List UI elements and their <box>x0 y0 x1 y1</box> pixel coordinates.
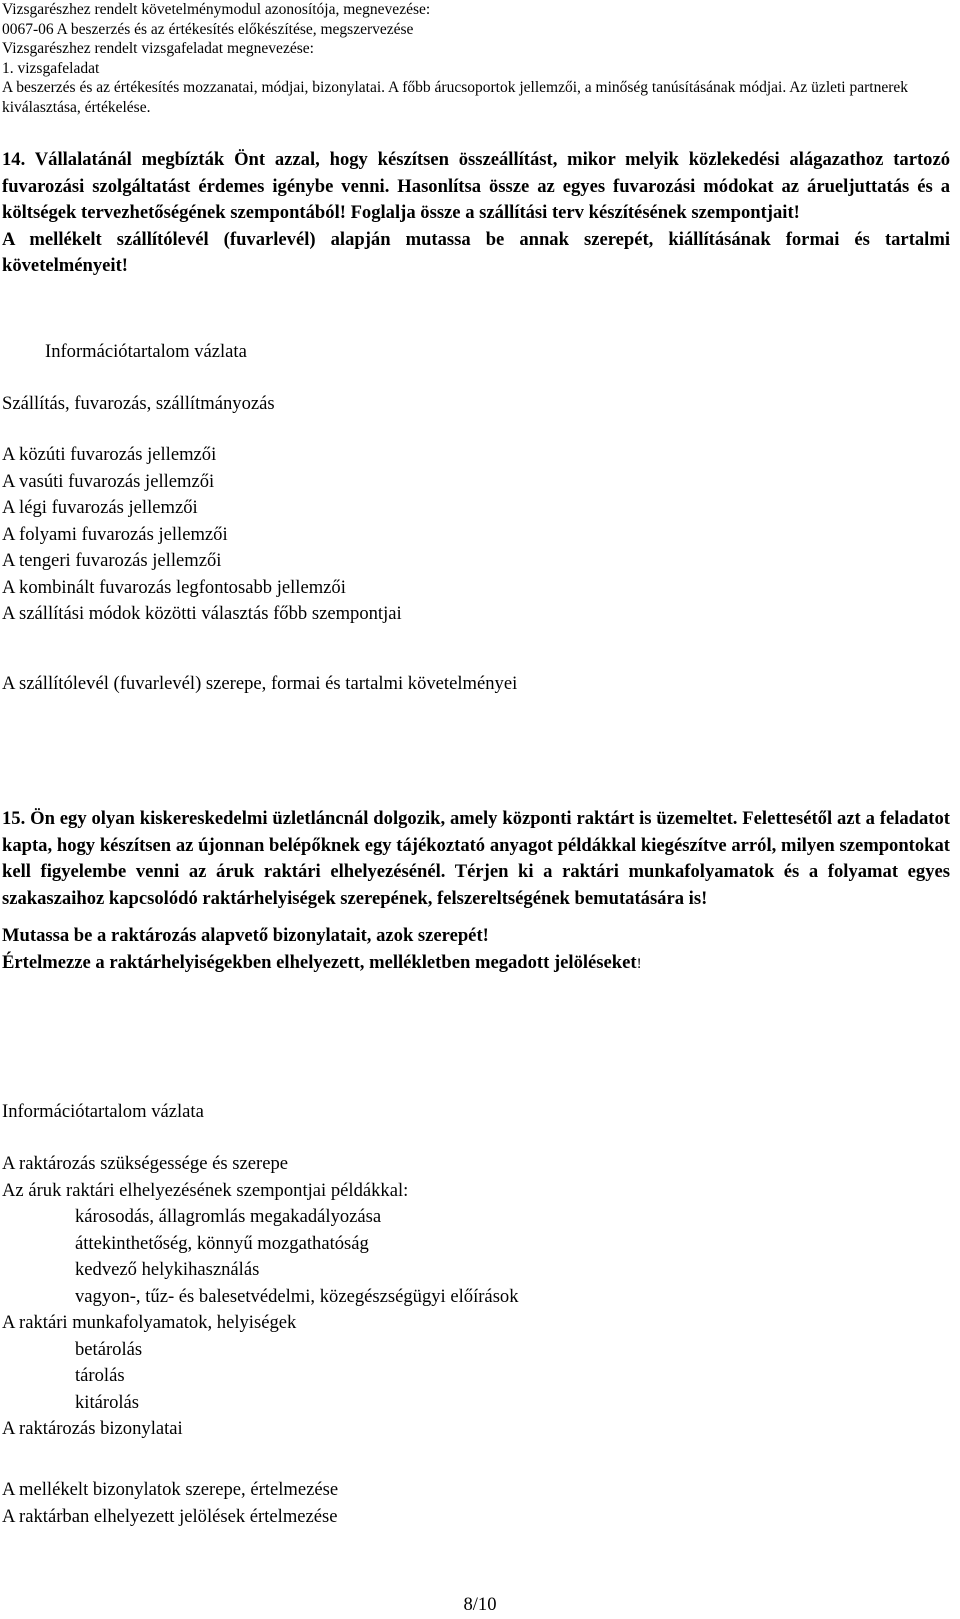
list-item: áttekinthetőség, könnyű mozgathatóság <box>75 1232 369 1254</box>
task-15-paragraph-1: 15. Ön egy olyan kiskereskedelmi üzletláncnál dolgozik, amely központi raktárt is üzemeltet. Felettesétől azt a feladatot kapta, hogy készítsen az újonnan belépőknek egy tájékoztató anyagot példákkal kiegészítve arról, milyen szempontokat kell figyelembe venni az áruk raktári elhelyezésénél. Térjen ki a raktári munkafolyamatok és a folyamat egyes szakaszaihoz kapcsolódó raktárhelyiségek szerepének, felszereltségének bemutatására is! <box>2 808 950 909</box>
task-15-paragraph-2: Mutassa be a raktározás alapvető bizonylatait, azok szerepét! <box>2 925 489 946</box>
task-14-outline-title: Információtartalom vázlata <box>45 341 247 362</box>
header-module-label: Vizsgarészhez rendelt követelménymodul azonosítója, megnevezése: <box>2 1 431 18</box>
list-item: A közúti fuvarozás jellemzői <box>2 444 217 465</box>
list-item: A kombinált fuvarozás legfontosabb jellemzői <box>2 576 346 598</box>
task-14-instructions <box>2 147 950 280</box>
header-task-description: A beszerzés és az értékesítés mozzanatai, módjai, bizonylatai. A főbb árucsoportok jellemzői, a minőség tanúsításának módjai. Az üzleti partnerek kiválasztása, értékelése. <box>2 79 909 116</box>
list-item: kedvező helykihasználás <box>75 1259 260 1280</box>
task-14-outline-list <box>2 442 402 628</box>
list-item: A szállítási módok közötti választás főbb szempontjai <box>2 603 402 624</box>
task-15-instructions <box>2 806 950 977</box>
list-item: A mellékelt bizonylatok szerepe, értelmezése <box>2 1479 339 1500</box>
list-item: betárolás <box>75 1338 143 1360</box>
list-item: A légi fuvarozás jellemzői <box>2 497 198 518</box>
list-item: vagyon-, tűz- és balesetvédelmi, közegészségügyi előírások <box>75 1285 519 1307</box>
list-item: Az áruk raktári elhelyezésének szempontjai példákkal: <box>2 1179 409 1201</box>
task-15-closing-list <box>2 1477 338 1530</box>
task-14-paragraph-2: A mellékelt szállítólevél (fuvarlevél) alapján mutassa be annak szerepét, kiállításának formai és tartalmi követelményeit! <box>2 228 950 276</box>
task-15-outline-title: Információtartalom vázlata <box>2 1101 204 1122</box>
list-item: A vasúti fuvarozás jellemzői <box>2 470 215 492</box>
header-task-label: Vizsgarészhez rendelt vizsgafeladat megnevezése: <box>2 40 314 58</box>
list-item: A raktározás szükségessége és szerepe <box>2 1153 289 1174</box>
page-number: 8/10 <box>463 1594 497 1615</box>
list-item: kitárolás <box>75 1391 140 1413</box>
page-header <box>2 0 952 118</box>
list-item: A raktárban elhelyezett jelölések értelmezése <box>2 1505 338 1527</box>
header-module-name: 0067-06 A beszerzés és az értékesítés előkészítése, megszervezése <box>2 20 414 38</box>
list-item: A tengeri fuvarozás jellemzői <box>2 550 222 571</box>
list-item: A raktári munkafolyamatok, helyiségek <box>2 1312 297 1333</box>
task-14-section-title: Szállítás, fuvarozás, szállítmányozás <box>2 393 275 414</box>
list-item: A raktározás bizonylatai <box>2 1418 183 1439</box>
list-item: A folyami fuvarozás jellemzői <box>2 523 228 545</box>
header-task-number: 1. vizsgafeladat <box>2 59 100 77</box>
list-item: károsodás, állagromlás megakadályozása <box>75 1206 382 1227</box>
task-14-closing-line: A szállítólevél (fuvarlevél) szerepe, formai és tartalmi követelményei <box>2 673 518 694</box>
task-15-paragraph-3: Értelmezze a raktárhelyiségekben elhelyezett, mellékletben megadott jelöléseket! <box>2 951 642 973</box>
task-15-outline-list <box>2 1151 519 1443</box>
task-14-paragraph-1: 14. Vállalatánál megbízták Önt azzal, hogy készítsen összeállítást, mikor melyik közlekedési alágazathoz tartozó fuvarozási szolgáltatást érdemes igénybe venni. Hasonlítsa össze az egyes fuvarozási módokat az árueljuttatás és a költségek tervezhetőségének szempontából! Foglalja össze a szállítási terv készítésének szempontjait! <box>2 149 950 223</box>
list-item: tárolás <box>75 1365 125 1386</box>
